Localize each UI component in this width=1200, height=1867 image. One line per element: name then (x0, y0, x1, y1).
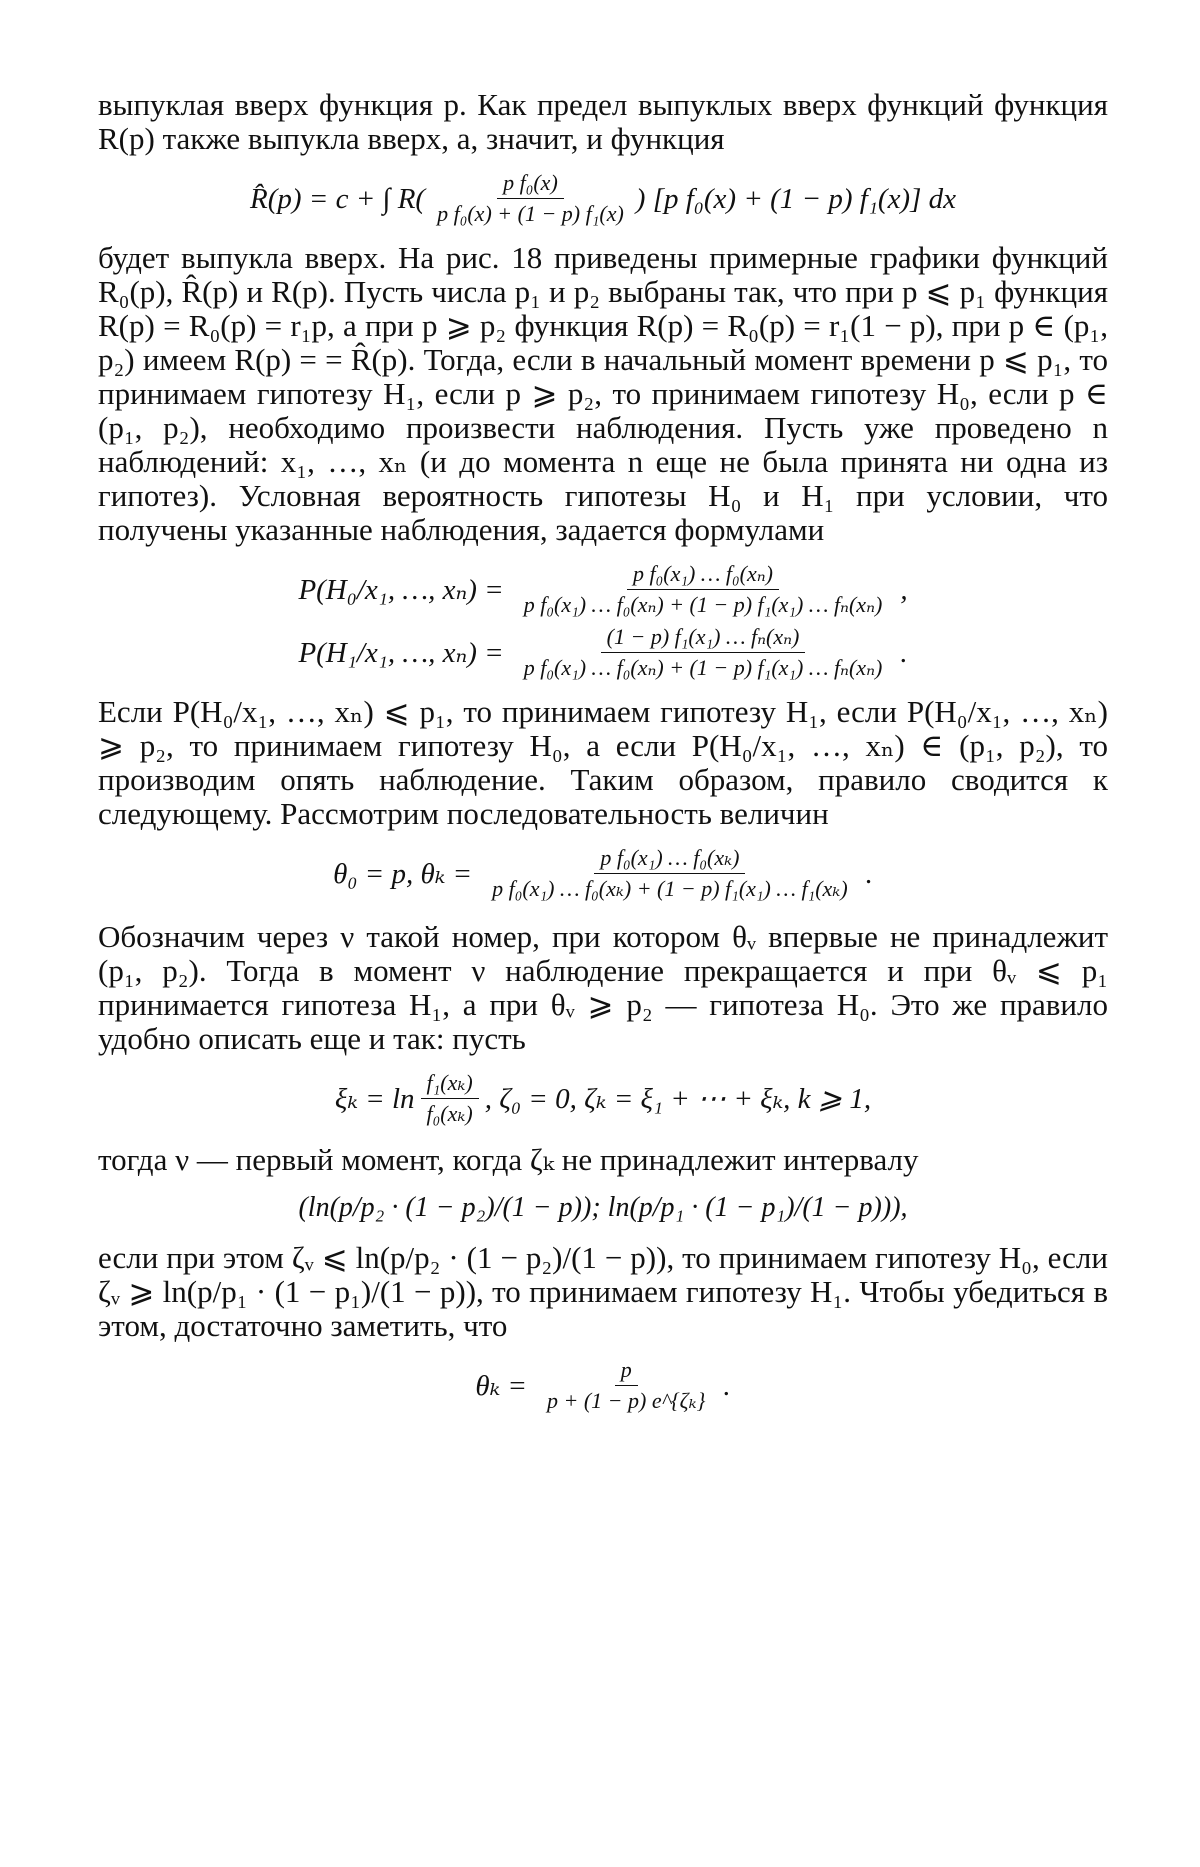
formula-theta-denominator: p f₀(x₁) … f₀(xₖ) + (1 − p) f₁(x₁) … f₁(xₖ) (492, 876, 848, 901)
formula-p-h0-lhs: P(H₀/x₁, …, xₙ) = (298, 573, 504, 606)
formula-p-h0-numerator: p f₀(x₁) … f₀(xₙ) (627, 561, 779, 590)
formula-xi-numerator: f₁(xₖ) (421, 1070, 479, 1099)
paragraph-6: если при этом ζᵥ ⩽ ln(p/p₂ · (1 − p₂)/(1 − p)), то принимаем гипотезу H₀, если ζᵥ ⩾ ln(p/p₁ · (1 − p₁)/(1 − p)), то принимаем гипотезу H₁. Чтобы убедиться в этом, достаточно заметить, что (98, 1240, 1108, 1343)
paragraph-1: выпуклая вверх функция p. Как предел выпуклых вверх функций функция R(p) также выпукла вверх, а, значит, и функция (98, 87, 1108, 156)
formula-p-h0-rhs: , (900, 573, 908, 606)
formula-theta-rhs: . (865, 857, 873, 890)
formula-r-hat-denominator: p f₀(x) + (1 − p) f₁(x) (437, 201, 624, 226)
formula-p-h0-fraction (518, 561, 889, 618)
paragraph-4: Обозначим через ν такой номер, при котором θᵥ впервые не принадлежит (p₁, p₂). Тогда в момент ν наблюдение прекращается и при θᵥ ⩽ p₁ принимается гипотеза H₁, а при θᵥ ⩾ p₂ — гипотеза H₀. Это же правило удобно описать еще и так: пусть (98, 919, 1108, 1056)
paragraph-5: тогда ν — первый момент, когда ζₖ не принадлежит интервалу (98, 1142, 919, 1177)
formula-theta-k-denominator: p + (1 − p) e^{ζₖ} (546, 1388, 706, 1413)
formula-theta-numerator: p f₀(x₁) … f₀(xₖ) (594, 845, 745, 874)
formula-xi-fraction (421, 1070, 479, 1127)
formula-r-hat-rhs: ) [p f₀(x) + (1 − p) f₁(x)] dx (635, 182, 957, 215)
formula-p-h1-lhs: P(H₁/x₁, …, xₙ) = (298, 636, 504, 669)
formula-p-h1-fraction (518, 624, 889, 681)
formula-theta (98, 845, 1108, 902)
formula-r-hat-numerator: p f₀(x) (497, 170, 564, 199)
paragraph-3: Если P(H₀/x₁, …, xₙ) ⩽ p₁, то принимаем гипотезу H₁, если P(H₀/x₁, …, xₙ) ⩾ p₂, то принимаем гипотезу H₀, а если P(H₀/x₁, …, xₙ) ∈ (p₁, p₂), то производим опять наблюдение. Таким образом, правило сводится к следующему. Рассмотрим последовательность величин (98, 694, 1108, 831)
formula-xi-lhs: ξₖ = ln (334, 1082, 415, 1115)
formula-theta-k (98, 1357, 1108, 1414)
formula-r-hat-lhs: R̂(p) = c + ∫ R( (249, 182, 426, 215)
paragraph-2: будет выпукла вверх. На рис. 18 приведены примерные графики функций R₀(p), R̂(p) и R(p). Пусть числа p₁ и p₂ выбраны так, что при p ⩽ p₁ функция R(p) = R₀(p) = r₁p, а при p ⩾ p₂ функция R(p) = R₀(p) = r₁(1 − p), при p ∈ (p₁, p₂) имеем R(p) = = R̂(p). Тогда, если в начальный момент времени p ⩽ p₁, то принимаем гипотезу H₁, если p ⩾ p₂, то принимаем гипотезу H₀, если p ∈ (p₁, p₂), необходимо произвести наблюдения. Пусть уже проведено n наблюдений: x₁, …, xₙ (и до момента n еще не была принята ни одна из гипотез). Условная вероятность гипотезы H₀ и H₁ при условии, что получены указанные наблюдения, задается формулами (98, 240, 1109, 547)
formula-interval: (ln(p/p₂ · (1 − p₂)/(1 − p)); ln(p/p₁ · (1 − p₁)/(1 − p))), (298, 1192, 908, 1223)
formula-p-h0-denominator: p f₀(x₁) … f₀(xₙ) + (1 − p) f₁(x₁) … fₙ(xₙ) (523, 592, 883, 617)
formula-p-h1-numerator: (1 − p) f₁(x₁) … fₙ(xₙ) (601, 624, 806, 653)
formula-p-h1-rhs: . (900, 636, 908, 669)
formula-p-h1-denominator: p f₀(x₁) … f₀(xₙ) + (1 − p) f₁(x₁) … fₙ(xₙ) (523, 655, 883, 680)
formula-xi-rhs: , ζ₀ = 0, ζₖ = ξ₁ + ⋯ + ξₖ, k ⩾ 1, (484, 1082, 872, 1115)
formula-r-hat-fraction (431, 170, 630, 227)
formula-theta-k-lhs: θₖ = (475, 1369, 527, 1402)
formula-theta-k-numerator: p (615, 1357, 638, 1386)
page-text (98, 88, 1108, 1414)
formula-p-h1 (98, 624, 1108, 681)
formula-theta-k-fraction (541, 1357, 711, 1414)
formula-xi-zeta (98, 1070, 1108, 1127)
formula-xi-denominator: f₀(xₖ) (426, 1101, 473, 1126)
formula-theta-lhs: θ₀ = p, θₖ = (333, 857, 473, 890)
formula-theta-k-rhs: . (723, 1369, 731, 1402)
formula-p-h0 (98, 561, 1108, 618)
formula-r-hat (98, 170, 1108, 227)
formula-theta-fraction (486, 845, 854, 902)
